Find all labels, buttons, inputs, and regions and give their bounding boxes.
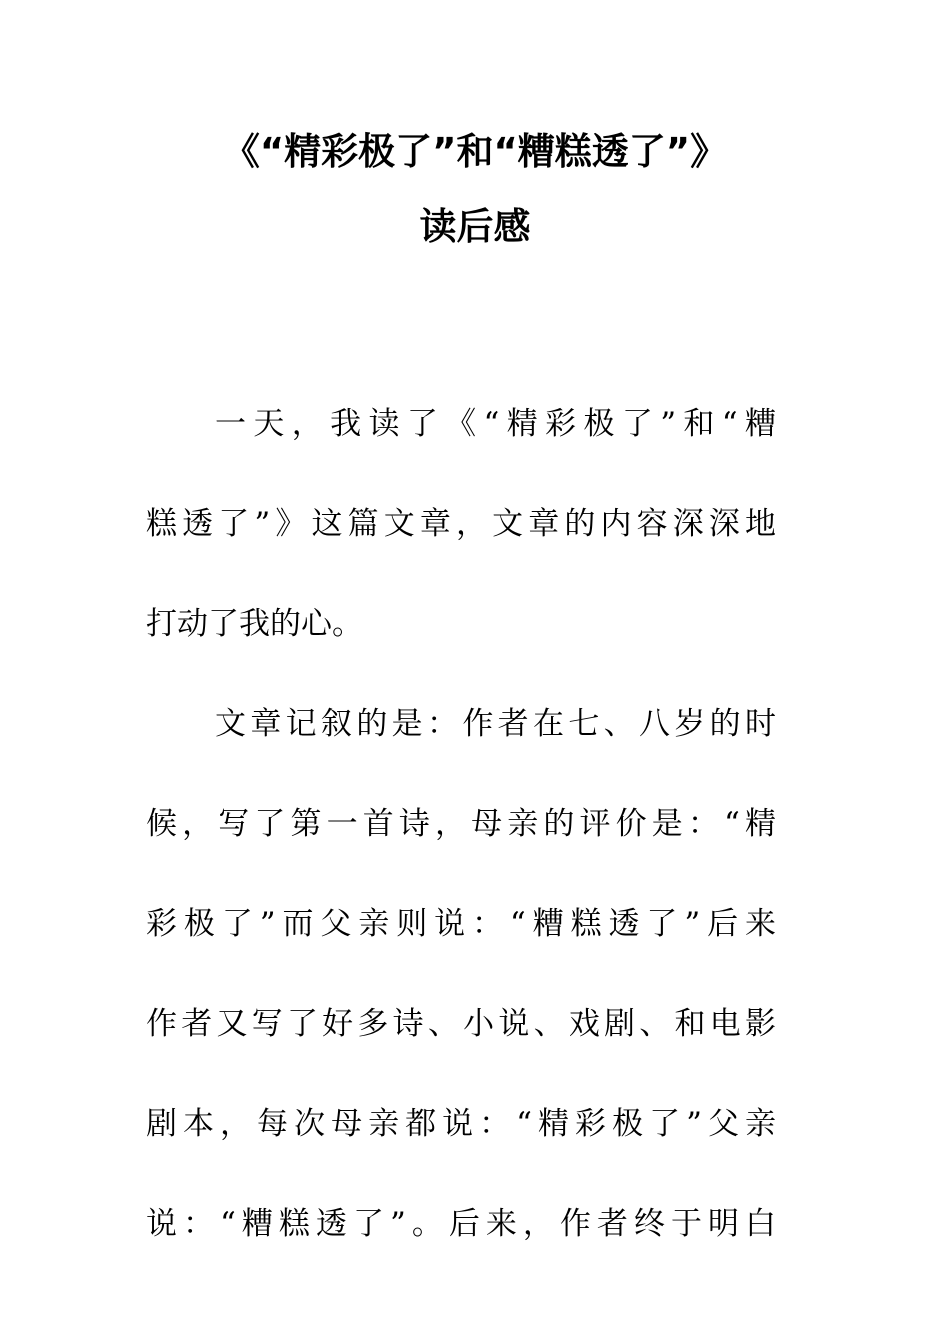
paragraph-1-line-2: 糕透了”》这篇文章，文章的内容深深地	[146, 506, 776, 542]
paragraph-1-line-3: 打动了我的心。	[146, 606, 363, 642]
document-title-line-1: 《“精彩极了”和“糟糕透了”》	[222, 130, 728, 173]
paragraph-2-line-3: 彩极了”而父亲则说：“糟糕透了”后来	[146, 906, 776, 942]
document-body	[146, 374, 776, 1274]
paragraph-2-line-2: 候，写了第一首诗，母亲的评价是：“精	[146, 806, 776, 842]
paragraph-2-line-6: 说：“糟糕透了”。后来，作者终于明白	[146, 1206, 776, 1242]
paragraph-2-line-1: 文章记叙的是：作者在七、八岁的时	[215, 706, 776, 742]
paragraph-2-line-4: 作者又写了好多诗、小说、戏剧、和电影	[146, 1006, 776, 1042]
document-title-line-2: 读后感	[419, 205, 531, 248]
paragraph-1-line-1: 一天，我读了《“精彩极了”和“糟	[215, 406, 776, 442]
paragraph-2-line-5: 剧本，每次母亲都说：“精彩极了”父亲	[146, 1106, 776, 1142]
